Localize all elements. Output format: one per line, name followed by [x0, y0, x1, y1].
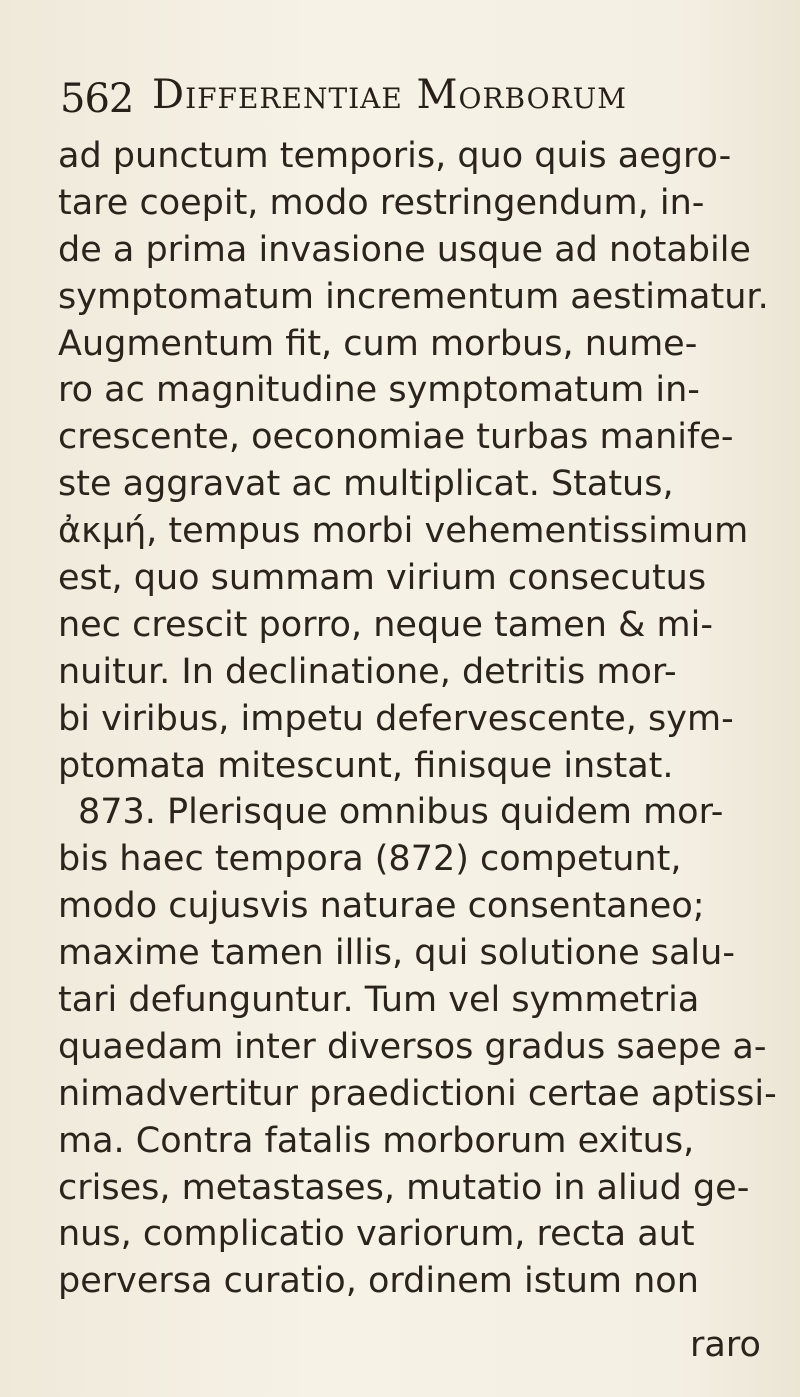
page-header	[60, 72, 760, 132]
page-number: 562	[60, 76, 134, 122]
catchword: raro	[690, 1325, 761, 1365]
text-line: modo cujusvis naturae consentaneo;	[58, 886, 705, 927]
text-line: est, quo summam virium consecutus	[58, 558, 707, 599]
text-line: bi viribus, impetu defervescente, sym-	[58, 698, 734, 739]
text-line: nus, complicatio variorum, recta aut	[58, 1214, 695, 1255]
text-line: ro ac magnitudine symptomatum in-	[58, 370, 700, 411]
text-line: ptomata mitescunt, finisque instat.	[58, 745, 674, 786]
text-line: de a prima invasione usque ad notabile	[58, 229, 751, 270]
text-line: perversa curatio, ordinem istum non	[58, 1261, 699, 1302]
text-line: maxime tamen illis, qui solutione salu-	[58, 933, 735, 974]
text-line: nimadvertitur praedictioni certae aptissi-	[58, 1073, 777, 1114]
text-line: tare coepit, modo restringendum, in-	[58, 182, 705, 223]
text-line: quaedam inter diversos gradus saepe a-	[58, 1026, 767, 1067]
text-line: tari defunguntur. Tum vel symmetria	[58, 980, 700, 1021]
text-line: Augmentum fit, cum morbus, nume-	[58, 323, 698, 364]
text-line: crises, metastases, mutatio in aliud ge-	[58, 1167, 750, 1208]
text-line: ἀκμή, tempus morbi vehementissimum	[58, 511, 749, 552]
text-line: nec crescit porro, neque tamen & mi-	[58, 604, 713, 645]
text-line: ma. Contra fatalis morborum exitus,	[58, 1120, 695, 1161]
text-line: symptomatum incrementum aestimatur.	[58, 276, 769, 317]
text-line: bis haec tempora (872) competunt,	[58, 839, 682, 880]
paragraph-start-line: 873. Plerisque omnibus quidem mor-	[78, 792, 724, 833]
text-line: ste aggravat ac multiplicat. Status,	[58, 464, 674, 505]
body-text	[58, 133, 777, 1305]
text-line: ad punctum temporis, quo quis aegro-	[58, 136, 732, 176]
text-line: nuitur. In declinatione, detritis mor-	[58, 651, 677, 692]
running-head: Differentiae Morborum	[152, 72, 627, 118]
text-line: crescente, oeconomiae turbas manife-	[58, 417, 734, 458]
